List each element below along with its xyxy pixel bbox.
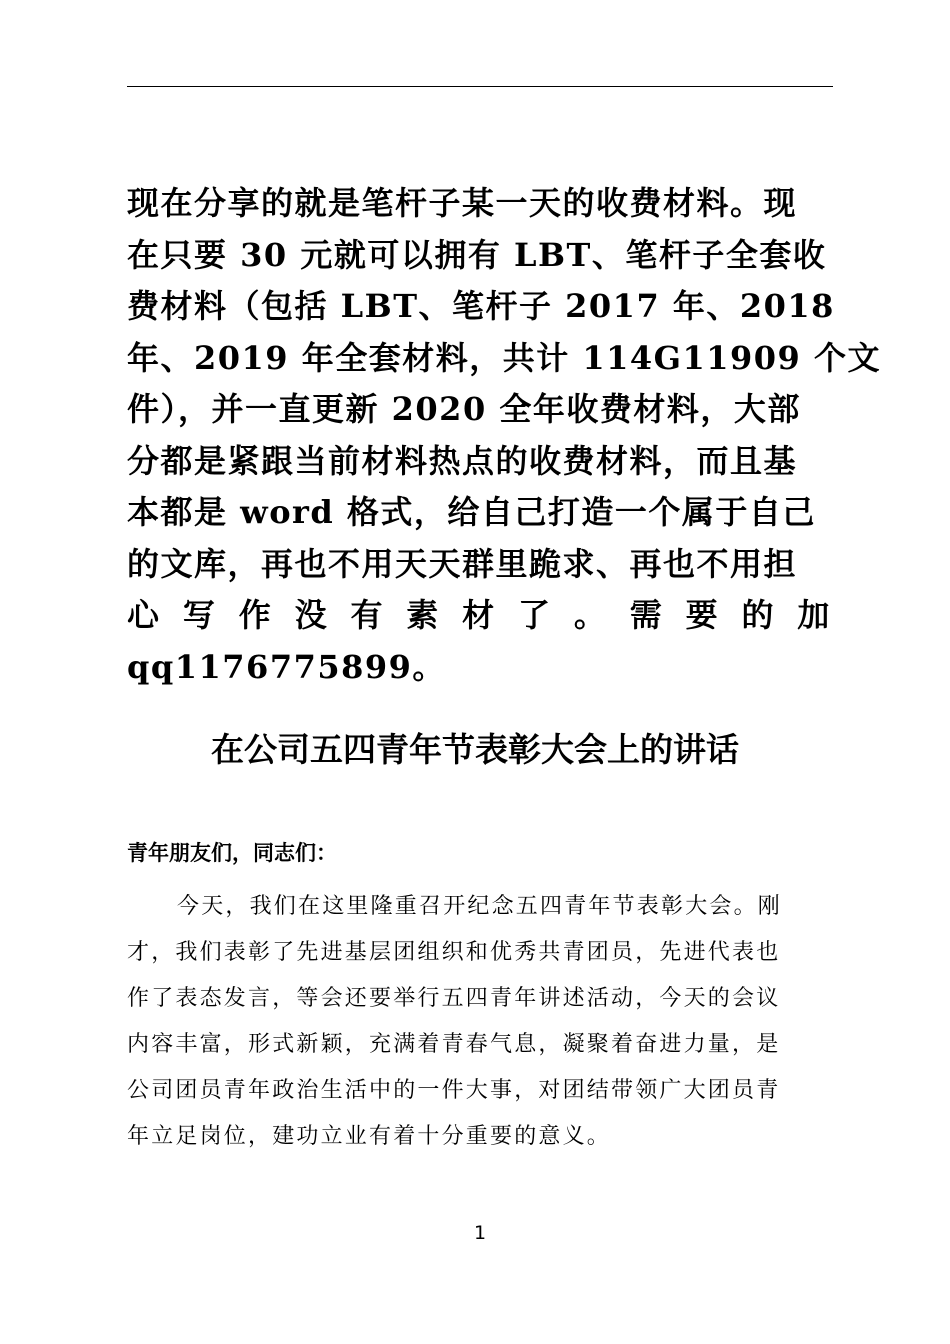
justified-char: 写 (182, 596, 217, 634)
page-number: 1 (473, 1222, 487, 1244)
justified-char: 材 (462, 596, 496, 634)
paragraph-line: 内容丰富，形式新颖，充满着青春气息，凝聚着奋进力量，是 (127, 1032, 781, 1057)
promo-line: 的文库，再也不用天天群里跪求、再也不用担 (127, 544, 798, 583)
justified-char: 的 (741, 596, 775, 634)
header-rule (127, 86, 833, 87)
promo-line: 本都是 word 格式，给自己打造一个属于自己 (127, 493, 816, 531)
justified-char: 要 (685, 596, 720, 634)
promo-line: 件），并一直更新 2020 全年收费材料，大部 (127, 390, 801, 428)
speech-title: 在公司五四青年节表彰大会上的讲话 (211, 730, 739, 769)
justified-char: 加 (797, 596, 831, 634)
promo-line: 分都是紧跟当前材料热点的收费材料，而且基 (127, 441, 798, 480)
promo-line: qq1176775899。 (127, 647, 446, 686)
promo-line: 在只要 30 元就可以拥有 LBT、笔杆子全套收 (127, 235, 827, 274)
justified-char: 。 (573, 596, 608, 634)
speech-paragraph (127, 884, 833, 1160)
justified-char: 了 (518, 596, 552, 634)
promo-line-justified (127, 590, 831, 642)
justified-char: 没 (294, 596, 329, 634)
justified-char: 作 (238, 596, 273, 634)
paragraph-line: 年立足岗位，建功立业有着十分重要的意义。 (127, 1124, 612, 1149)
promo-line: 费材料（包括 LBT、笔杆子 2017 年、2018 (127, 287, 835, 325)
justified-char: 心 (127, 596, 161, 634)
paragraph-line: 才，我们表彰了先进基层团组织和优秀共青团员，先进代表也 (127, 940, 781, 965)
justified-char: 素 (406, 596, 440, 634)
justified-char: 有 (350, 596, 384, 634)
promo-line: 现在分享的就是笔杆子某一天的收费材料。现 (127, 184, 798, 222)
promo-paragraph (127, 178, 881, 693)
justified-char: 需 (629, 596, 664, 634)
paragraph-line: 公司团员青年政治生活中的一件大事，对团结带领广大团员青 (127, 1078, 781, 1103)
paragraph-line: 作了表态发言，等会还要举行五四青年讲述活动，今天的会议 (127, 986, 781, 1011)
promo-line: 年、2019 年全套材料，共计 114G11909 个文 (127, 338, 881, 377)
paragraph-line: 今天，我们在这里隆重召开纪念五四青年节表彰大会。刚 (177, 894, 783, 919)
salutation: 青年朋友们，同志们： (127, 841, 337, 865)
